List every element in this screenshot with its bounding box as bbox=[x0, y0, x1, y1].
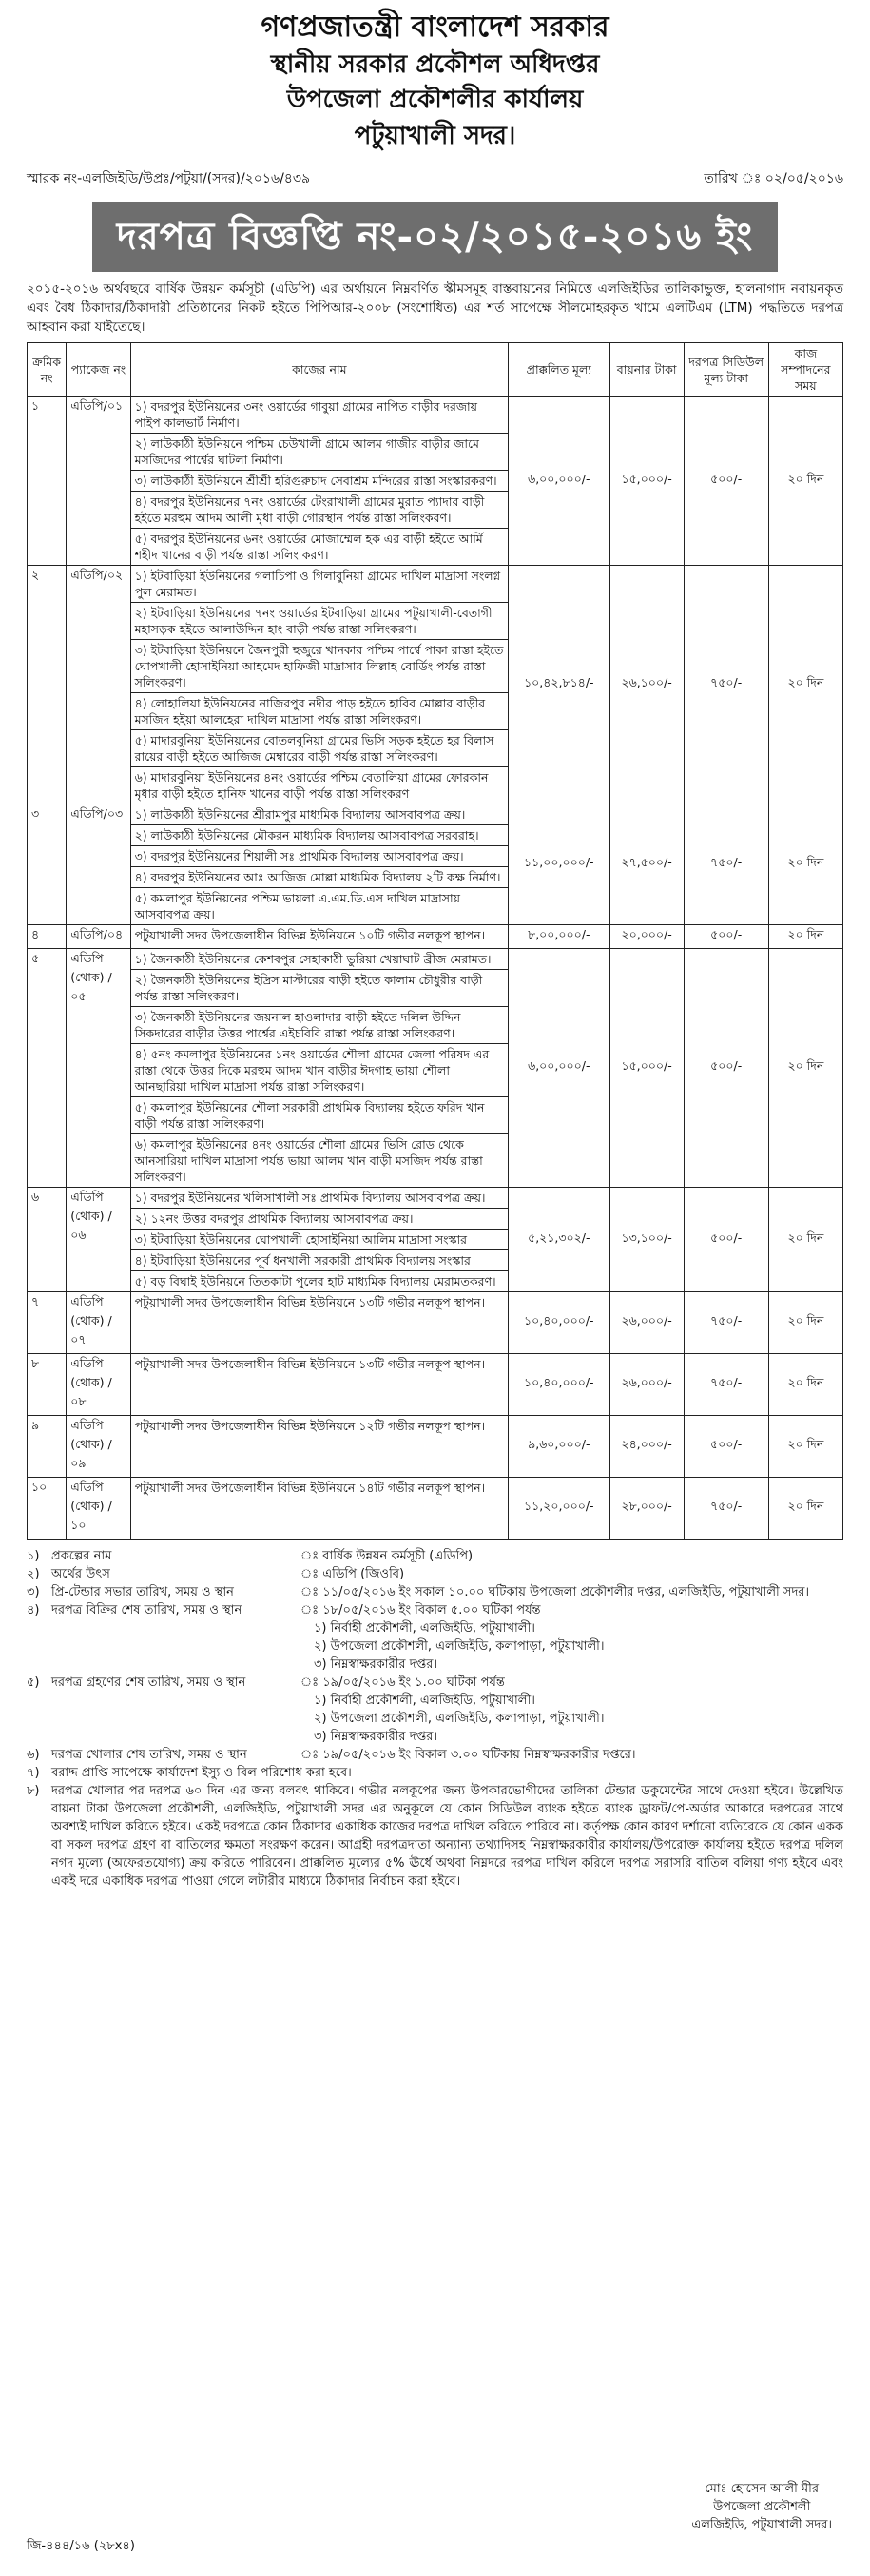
detail-number: ৬) bbox=[27, 1748, 40, 1762]
row-schedule-price: ৫০০/- bbox=[684, 925, 768, 949]
row-number: ৯ bbox=[28, 1416, 67, 1478]
department-name: স্থানীয় সরকার প্রকৌশল অধিদপ্তর bbox=[270, 50, 600, 79]
row-schedule-price: ৭৫০/- bbox=[684, 566, 768, 804]
office-name: উপজেলা প্রকৌশলীর কার্যালয় bbox=[286, 86, 584, 114]
row-package: এডিপি (থোক) /০৭ bbox=[67, 1292, 130, 1354]
row-number: ৪ bbox=[28, 925, 67, 949]
detail-label: প্রি-টেন্ডার সভার তারিখ, সময় ও স্থান bbox=[51, 1585, 234, 1599]
tender-details bbox=[27, 1547, 843, 1890]
row-package: এডিপি/০২ bbox=[67, 566, 130, 804]
row-estimated-cost: ৮,০০,০০০/- bbox=[509, 925, 609, 949]
work-item: ১) ইটবাড়িয়া ইউনিয়নের গলাচিপা ও গিলাবুনিয়া গ্রামের দাখিল মাদ্রাসা সংলগ্ন পুল মেরামত। bbox=[131, 566, 509, 603]
detail-label bbox=[51, 1710, 300, 1728]
row-completion-time: ২০ দিন bbox=[768, 1292, 842, 1354]
row-package: এডিপি (থোক) /০৮ bbox=[67, 1354, 130, 1416]
detail-row bbox=[27, 1674, 843, 1692]
note-number: ৭) bbox=[27, 1766, 40, 1780]
detail-value: ঃ এডিপি (জিওবি) bbox=[300, 1567, 405, 1581]
office-location: পটুয়াখালী সদর। bbox=[354, 122, 516, 150]
row-schedule-price: ৭৫০/- bbox=[684, 1478, 768, 1540]
row-schedule-price: ৭৫০/- bbox=[684, 1292, 768, 1354]
row-schedule-price: ৫০০/- bbox=[684, 1188, 768, 1292]
work-item: ৩) ইটবাড়িয়া ইউনিয়নে জৈনপুরী হুজুরে খানকার পশ্চিম পার্শ্বে পাকা রাস্তা হইতে ঘোপখালী হোসাইনিয়া আহমেদ হাফিজী মাদ্রাসার লিল্লাহ বোর্ডিং পর্যন্ত রাস্তা সলিংকরণ। bbox=[131, 640, 509, 693]
row-number: ৭ bbox=[28, 1292, 67, 1354]
row-estimated-cost: ১০,৪২,৮১৪/- bbox=[509, 566, 609, 804]
row-earnest-money: ১৫,০০০/- bbox=[609, 397, 684, 566]
work-item: ২) ১২নং উত্তর বদরপুর প্রাথমিক বিদ্যালয় আসবাবপত্র ক্রয়। bbox=[131, 1209, 509, 1230]
notice-title-banner: দরপত্র বিজ্ঞপ্তি নং-০২/২০১৫-২০১৬ ইং bbox=[92, 202, 779, 272]
detail-number bbox=[27, 1619, 51, 1637]
detail-label bbox=[51, 1656, 300, 1674]
detail-value: ২) উপজেলা প্রকৌশলী, এলজিইডি, কলাপাড়া, পটুয়াখালী। bbox=[314, 1639, 605, 1654]
table-row bbox=[28, 566, 843, 804]
details-list bbox=[27, 1547, 843, 1764]
work-item: ৫) মাদারবুনিয়া ইউনিয়নের বোতলবুনিয়া গ্রামের ভিসি সড়ক হইতে হর বিলাস রায়ের বাড়ী হইতে আজিজ মেম্বারের বাড়ী পর্যন্ত রাস্তা সলিংকরণ। bbox=[131, 730, 509, 767]
row-work-items bbox=[130, 1354, 509, 1416]
detail-label bbox=[51, 1637, 300, 1656]
work-item: ৫) বদরপুর ইউনিয়নের ৬নং ওয়ার্ডের মোজাম্মেল হক এর বাড়ী হইতে আর্মি শহীদ খানের বাড়ী পর্যন্ত রাস্তা সলিং করণ। bbox=[134, 532, 483, 562]
work-item: ১) জৈনকাঠী ইউনিয়নের কেশবপুর সেহাকাঠী ভুরিয়া খেয়াঘাট ব্রীজ মেরামত। bbox=[131, 949, 509, 970]
detail-value: ১) নির্বাহী প্রকৌশলী, এলজিইডি, পটুয়াখালী। bbox=[314, 1694, 535, 1708]
row-work-items bbox=[130, 925, 509, 949]
detail-value: ৩) নিম্নস্বাক্ষরকারীর দপ্তর। bbox=[314, 1730, 438, 1744]
table-row bbox=[28, 397, 843, 566]
work-item: ২) জৈনকাঠী ইউনিয়নের ইদ্রিস মাস্টারের বাড়ী হইতে কালাম চৌধুরীর বাড়ী পর্যন্ত রাস্তা সলিংকরণ। bbox=[131, 970, 509, 1007]
row-earnest-money: ২৬,১০০/- bbox=[609, 566, 684, 804]
row-completion-time: ২০ দিন bbox=[768, 925, 842, 949]
work-item: ৩) জৈনকাঠী ইউনিয়নের জয়নাল হাওলাদার বাড়ী হইতে দলিল উদ্দিন সিকদারের বাড়ীর উত্তর পার্শ্বের এইচবিবি রাস্তা পর্যন্ত রাস্তা সলিংকরণ। bbox=[131, 1007, 509, 1044]
row-completion-time: ২০ দিন bbox=[768, 1354, 842, 1416]
memo-line bbox=[27, 167, 843, 190]
row-number: ২ bbox=[28, 566, 67, 804]
row-schedule-price: ৫০০/- bbox=[684, 1416, 768, 1478]
row-completion-time: ২০ দিন bbox=[768, 1478, 842, 1540]
row-estimated-cost: ৬,০০,০০০/- bbox=[509, 397, 609, 566]
work-item: ৬) কমলাপুর ইউনিয়নের ৪নং ওয়ার্ডের শৌলা গ্রামের ভিসি রোড থেকে আনসারিয়া দাখিল মাদ্রাসা পর্যন্ত ভায়া আলম খান বাড়ী মসজিদ পর্যন্ত রাস্তা সলিংকরণ। bbox=[134, 1137, 483, 1184]
signatory-office: এলজিইডি, পটুয়াখালী সদর। bbox=[691, 2518, 832, 2532]
signature-block bbox=[691, 2480, 832, 2534]
detail-row bbox=[27, 1547, 843, 1565]
col-header-earnest: বায়নার টাকা bbox=[609, 343, 684, 397]
table-row bbox=[28, 1292, 843, 1354]
detail-number bbox=[27, 1656, 51, 1674]
detail-label bbox=[51, 1619, 300, 1637]
table-row bbox=[28, 949, 843, 1188]
row-earnest-money: ১৩,১০০/- bbox=[609, 1188, 684, 1292]
detail-number: ৫) bbox=[27, 1675, 40, 1690]
detail-number bbox=[27, 1710, 51, 1728]
work-item: ১) বদরপুর ইউনিয়নের খলিসাখালী সঃ প্রাথমিক বিদ্যালয় আসবাবপত্র ক্রয়। bbox=[131, 1188, 509, 1209]
detail-value: ২) উপজেলা প্রকৌশলী, এলজিইডি, কলাপাড়া, পটুয়াখালী। bbox=[314, 1712, 605, 1726]
row-number: ৮ bbox=[28, 1354, 67, 1416]
detail-row bbox=[27, 1583, 843, 1601]
table-row bbox=[28, 1416, 843, 1478]
row-package: এডিপি/০৩ bbox=[67, 804, 130, 925]
table-row bbox=[28, 1188, 843, 1292]
signatory-name: মোঃ হোসেন আলী মীর bbox=[705, 2482, 820, 2496]
detail-number bbox=[27, 1637, 51, 1656]
detail-value: ১) নির্বাহী প্রকৌশলী, এলজিইডি, পটুয়াখালী। bbox=[314, 1621, 535, 1636]
work-item: ৪) লোহালিয়া ইউনিয়নের নাজিরপুর নদীর পাড় হইতে হাবিব মোল্লার বাড়ীর মসজিদ হইয়া আলহেরা দাখিল মাদ্রাসা পর্যন্ত রাস্তা সলিংকরণ। bbox=[131, 693, 509, 730]
row-completion-time: ২০ দিন bbox=[768, 949, 842, 1188]
notice-banner-wrap bbox=[27, 202, 843, 272]
work-item: ২) ইটবাড়িয়া ইউনিয়নের ৭নং ওয়ার্ডের ইটবাড়িয়া গ্রামের পটুয়াখালী-বেতাগী মহাসড়ক হইতে আলাউদ্দিন হাং বাড়ী পর্যন্ত রাস্তা সলিংকরণ। bbox=[131, 603, 509, 640]
intro-paragraph: ২০১৫-২০১৬ অর্থবছরে বার্ষিক উন্নয়ন কর্মসূচী (এডিপি) এর অর্থায়নে নিম্নবর্ণিত স্কীমসমূহ বাস্তবায়নের নিমিত্তে এলজিইডির তালিকাভুক্ত, হালনাগাদ নবায়নকৃত এবং বৈধ ঠিকাদার/ঠিকাদারী প্রতিষ্ঠানের নিকট হইতে পিপিআর-২০০৮ (সংশোধিত) এর শর্ত সাপেক্ষে সীলমোহরকৃত খামে এলটিএম (LTM) পদ্ধতিতে দরপত্র আহবান করা যাইতেছে। bbox=[27, 281, 843, 335]
detail-number bbox=[27, 1692, 51, 1710]
row-completion-time: ২০ দিন bbox=[768, 804, 842, 925]
notes-list bbox=[27, 1764, 843, 1890]
work-item: ৫) কমলাপুর ইউনিয়নের পশ্চিম ভায়লা এ.এম.ডি.এস দাখিল মাদ্রাসায় আসবাবপত্র ক্রয়। bbox=[134, 891, 460, 921]
detail-label: দরপত্র খোলার শেষ তারিখ, সময় ও স্থান bbox=[51, 1748, 247, 1762]
row-estimated-cost: ৫,২১,৩০২/- bbox=[509, 1188, 609, 1292]
work-item: ৩) বদরপুর ইউনিয়নের শিয়ালী সঃ প্রাথমিক বিদ্যালয় আসবাবপত্র ক্রয়। bbox=[131, 846, 509, 867]
work-item: ১) বদরপুর ইউনিয়নের ৩নং ওয়ার্ডের গাবুয়া গ্রামের নাপিত বাড়ীর দরজায় পাইপ কালভার্ট নির্মাণ। bbox=[131, 397, 509, 434]
note-number: ৮) bbox=[27, 1784, 40, 1798]
row-completion-time: ২০ দিন bbox=[768, 397, 842, 566]
col-header-work: কাজের নাম bbox=[130, 343, 509, 397]
detail-row bbox=[27, 1746, 843, 1764]
row-earnest-money: ১৫,০০০/- bbox=[609, 949, 684, 1188]
col-header-package: প্যাকেজ নং bbox=[67, 343, 130, 397]
detail-row bbox=[27, 1565, 843, 1583]
row-earnest-money: ২৮,০০০/- bbox=[609, 1478, 684, 1540]
signatory-title: উপজেলা প্রকৌশলী bbox=[713, 2500, 811, 2514]
detail-value: ঃ বার্ষিক উন্নয়ন কর্মসূচী (এডিপি) bbox=[300, 1549, 474, 1563]
row-earnest-money: ২৬,০০০/- bbox=[609, 1354, 684, 1416]
detail-label: দরপত্র গ্রহণের শেষ তারিখ, সময় ও স্থান bbox=[51, 1675, 246, 1690]
row-schedule-price: ৭৫০/- bbox=[684, 804, 768, 925]
work-item: পটুয়াখালী সদর উপজেলাধীন বিভিন্ন ইউনিয়নে ১৩টি গভীর নলকূপ স্থাপন। bbox=[134, 1295, 486, 1309]
detail-number: ৩) bbox=[27, 1585, 40, 1599]
row-estimated-cost: ৬,০০,০০০/- bbox=[509, 949, 609, 1188]
row-work-items bbox=[130, 1416, 509, 1478]
detail-row bbox=[27, 1619, 843, 1637]
row-completion-time: ২০ দিন bbox=[768, 1416, 842, 1478]
memo-date: তারিখ ঃ ০২/০৫/২০১৬ bbox=[704, 171, 843, 186]
row-completion-time: ২০ দিন bbox=[768, 1188, 842, 1292]
work-item: ৪) ইটবাড়িয়া ইউনিয়নের পূর্ব ধনখালী সরকারী প্রাথমিক বিদ্যালয় সংস্কার bbox=[131, 1250, 509, 1271]
table-row bbox=[28, 925, 843, 949]
detail-label bbox=[51, 1692, 300, 1710]
note-row bbox=[27, 1764, 843, 1782]
detail-row bbox=[27, 1728, 843, 1746]
row-earnest-money: ২৭,৫০০/- bbox=[609, 804, 684, 925]
row-estimated-cost: ১১,২০,০০০/- bbox=[509, 1478, 609, 1540]
table-row bbox=[28, 1478, 843, 1540]
detail-number: ১) bbox=[27, 1549, 40, 1563]
row-work-items bbox=[130, 566, 509, 804]
row-number: ৩ bbox=[28, 804, 67, 925]
row-work-items bbox=[130, 397, 509, 566]
row-estimated-cost: ১১,০০,০০০/- bbox=[509, 804, 609, 925]
detail-value: ঃ ১৮/০৫/২০১৬ ইং বিকাল ৫.০০ ঘটিকা পর্যন্ত bbox=[300, 1603, 541, 1617]
memo-ref: স্মারক নং-এলজিইডি/উপ্রঃ/পটুয়া/(সদর)/২০১৬/৪৩৯ bbox=[27, 171, 311, 186]
table-header-row bbox=[28, 343, 843, 397]
col-header-schedule: দরপত্র সিডিউল মূল্য টাকা bbox=[684, 343, 768, 397]
row-schedule-price: ৫০০/- bbox=[684, 949, 768, 1188]
work-item: ৫) কমলাপুর ইউনিয়নের শৌলা সরকারী প্রাথমিক বিদ্যালয় হইতে ফরিদ খান বাড়ী পর্যন্ত রাস্তা সলিংকরণ। bbox=[131, 1097, 509, 1134]
row-package: এডিপি (থোক) /০৯ bbox=[67, 1416, 130, 1478]
row-package: এডিপি (থোক) /১০ bbox=[67, 1478, 130, 1540]
tender-table-body bbox=[28, 397, 843, 1540]
work-item: পটুয়াখালী সদর উপজেলাধীন বিভিন্ন ইউনিয়নে ১০টি গভীর নলকূপ স্থাপন। bbox=[134, 928, 486, 942]
row-package: এডিপি (থোক) /০৫ bbox=[67, 949, 130, 1188]
row-earnest-money: ২৬,০০০/- bbox=[609, 1292, 684, 1354]
col-header-time: কাজ সম্পাদনের সময় bbox=[768, 343, 842, 397]
note-row bbox=[27, 1782, 843, 1890]
work-item: ৬) মাদারবুনিয়া ইউনিয়নের ৪নং ওয়ার্ডের পশ্চিম বেতালিয়া গ্রামের ফোরকান মৃধার বাড়ী হইতে হানিফ খানের বাড়ী পর্যন্ত রাস্তা সলিংকরণ bbox=[134, 770, 489, 801]
row-work-items bbox=[130, 804, 509, 925]
note-text: বরাদ্দ প্রাপ্তি সাপেক্ষে কার্যাদেশ ইস্যু ও বিল পরিশোধ করা হবে। bbox=[51, 1766, 352, 1780]
row-number: ৫ bbox=[28, 949, 67, 1188]
detail-row bbox=[27, 1656, 843, 1674]
detail-value: ঃ ১৯/০৫/২০১৬ ইং ১.০০ ঘটিকা পর্যন্ত bbox=[300, 1675, 505, 1690]
detail-value: ঃ ১১/০৫/২০১৬ ইং সকাল ১০.০০ ঘটিকায় উপজেলা প্রকৌশলীর দপ্তর, এলজিইডি, পটুয়াখালী সদর। bbox=[300, 1585, 810, 1599]
detail-number: ৪) bbox=[27, 1603, 40, 1617]
col-header-cost: প্রাক্কলিত মূল্য bbox=[509, 343, 609, 397]
row-schedule-price: ৫০০/- bbox=[684, 397, 768, 566]
work-item: ২) লাউকাঠী ইউনিয়নের মৌকরন মাধ্যমিক বিদ্যালয় আসবাবপত্র সরবরাহ। bbox=[131, 825, 509, 846]
row-package: এডিপি (থোক) /০৬ bbox=[67, 1188, 130, 1292]
table-row bbox=[28, 1354, 843, 1416]
footer-code: জি-৪৪৪/১৬ (২৮x৪) bbox=[27, 2539, 135, 2553]
row-number: ১০ bbox=[28, 1478, 67, 1540]
work-item: ২) লাউকাঠী ইউনিয়নে পশ্চিম চেউখালী গ্রামে আলম গাজীর বাড়ীর জামে মসজিদের পার্শ্বের ঘাটলা নির্মাণ। bbox=[131, 434, 509, 471]
detail-label bbox=[51, 1728, 300, 1746]
row-work-items bbox=[130, 949, 509, 1188]
work-item: পটুয়াখালী সদর উপজেলাধীন বিভিন্ন ইউনিয়নে ১২টি গভীর নলকূপ স্থাপন। bbox=[134, 1419, 486, 1433]
detail-value: ৩) নিম্নস্বাক্ষরকারীর দপ্তর। bbox=[314, 1657, 438, 1672]
work-item: ৫) বড় বিঘাই ইউনিয়নে তিতকাটা পুলের হাট মাধ্যমিক বিদ্যালয় মেরামতকরণ। bbox=[134, 1274, 496, 1288]
work-item: ৩) ইটবাড়িয়া ইউনিয়নের ঘোপখালী হোসাইনিয়া আলিম মাদ্রাসা সংস্কার bbox=[131, 1230, 509, 1250]
row-estimated-cost: ১০,৪০,০০০/- bbox=[509, 1354, 609, 1416]
row-package: এডিপি/০১ bbox=[67, 397, 130, 566]
detail-label: অর্থের উৎস bbox=[51, 1567, 110, 1581]
work-item: ৪) বদরপুর ইউনিয়নের ৭নং ওয়ার্ডের টেংরাখালী গ্রামের মুরাত প্যাদার বাড়ী হইতে মরহুম আদম আলী মৃধা বাড়ী গোরস্থান পর্যন্ত রাস্তা সলিংকরণ। bbox=[131, 492, 509, 529]
row-work-items bbox=[130, 1188, 509, 1292]
tender-table bbox=[27, 342, 843, 1540]
table-row bbox=[28, 804, 843, 925]
row-estimated-cost: ৯,৬০,০০০/- bbox=[509, 1416, 609, 1478]
row-completion-time: ২০ দিন bbox=[768, 566, 842, 804]
work-item: পটুয়াখালী সদর উপজেলাধীন বিভিন্ন ইউনিয়নে ১৪টি গভীর নলকূপ স্থাপন। bbox=[134, 1481, 486, 1495]
row-work-items bbox=[130, 1292, 509, 1354]
detail-number bbox=[27, 1728, 51, 1746]
detail-row bbox=[27, 1692, 843, 1710]
work-item: ৪) বদরপুর ইউনিয়নের আঃ আজিজ মোল্লা মাধ্যমিক বিদ্যালয় ২টি কক্ষ নির্মাণ। bbox=[131, 867, 509, 888]
row-package: এডিপি/০৪ bbox=[67, 925, 130, 949]
row-work-items bbox=[130, 1478, 509, 1540]
row-earnest-money: ২৪,০০০/- bbox=[609, 1416, 684, 1478]
row-schedule-price: ৭৫০/- bbox=[684, 1354, 768, 1416]
row-number: ১ bbox=[28, 397, 67, 566]
office-header bbox=[27, 0, 843, 154]
work-item: ১) লাউকাঠী ইউনিয়নের শ্রীরামপুর মাধ্যমিক বিদ্যালয় আসবাবপত্র ক্রয়। bbox=[131, 804, 509, 825]
col-header-no: ক্রমিক নং bbox=[28, 343, 67, 397]
row-earnest-money: ২০,০০০/- bbox=[609, 925, 684, 949]
work-item: ৩) লাউকাঠী ইউনিয়নে শ্রীশ্রী হরিগুরুচাদ সেবাশ্রম মন্দিরের রাস্তা সংস্কারকরণ। bbox=[131, 471, 509, 492]
detail-number: ২) bbox=[27, 1567, 40, 1581]
govt-name: গণপ্রজাতন্ত্রী বাংলাদেশ সরকার bbox=[261, 10, 609, 44]
work-item: ৪) ৫নং কমলাপুর ইউনিয়নের ১নং ওয়ার্ডের শৌলা গ্রামের জেলা পরিষদ এর রাস্তা থেকে উত্তর দিকে মরহুম আদম খান বাড়ীর ঈদগাহ ভায়া শৌলা আনছারিয়া দাখিল মাদ্রাসা পর্যন্ত রাস্তা সলিংকরণ। bbox=[131, 1044, 509, 1097]
detail-row bbox=[27, 1601, 843, 1619]
work-item: পটুয়াখালী সদর উপজেলাধীন বিভিন্ন ইউনিয়নে ১৩টি গভীর নলকূপ স্থাপন। bbox=[134, 1357, 486, 1371]
row-number: ৬ bbox=[28, 1188, 67, 1292]
detail-label: প্রকল্পের নাম bbox=[51, 1549, 112, 1563]
row-estimated-cost: ১০,৪০,০০০/- bbox=[509, 1292, 609, 1354]
detail-row bbox=[27, 1637, 843, 1656]
detail-row bbox=[27, 1710, 843, 1728]
detail-value: ঃ ১৯/০৫/২০১৬ ইং বিকাল ৩.০০ ঘটিকায় নিম্নস্বাক্ষরকারীর দপ্তরে। bbox=[300, 1748, 636, 1762]
detail-label: দরপত্র বিক্রির শেষ তারিখ, সময় ও স্থান bbox=[51, 1603, 242, 1617]
note-text: দরপত্র খোলার পর দরপত্র ৬০ দিন এর জন্য বলবৎ থাকিবে। গভীর নলকূপের জন্য উপকারভোগীদের তালিকা টেন্ডার ডকুমেন্টের সাথে দেওয়া হইবে। উল্লেখিত বায়না টাকা উপজেলা প্রকৌশলী, এলজিইডি, পটুয়াখালী সদর এর অনুকূলে যে কোন সিডিউল ব্যাংক হইতে ব্যাংক ড্রাফট/পে-অর্ডার আকারে দরপত্রের সাথে অবশ্যই দাখিল করিতে হইবে। একই দরপত্রে কোন ঠিকাদার একাধিক কাজের দরপত্র দাখিল করিতে পারিবে না। কর্তৃপক্ষ কোন কারণ দর্শানো ব্যতিরেকে যে কোন একক বা সকল দরপত্র গ্রহণ বা বাতিলের ক্ষমতা সংরক্ষণ করেন। আগ্রহী দরপত্রদাতা অন্যান্য তথ্যাদিসহ নিম্নস্বাক্ষরকারীর কার্যালয়/উপরোক্ত কার্যালয় হইতে দরপত্র দলিল নগদ মূল্যে (অফেরতযোগ্য) ক্রয় করিতে পারিবেন। প্রাক্কলিত মূল্যের ৫% ঊর্ধে অথবা নিম্নদরে দরপত্র দাখিল করিলে দরপত্র সরাসরি বাতিল বলিয়া গণ্য হইবে এবং একই দরে একাধিক দরপত্র পাওয়া গেলে লটারীর মাধ্যমে ঠিকাদার নির্বাচন করা হইবে। bbox=[51, 1784, 843, 1888]
